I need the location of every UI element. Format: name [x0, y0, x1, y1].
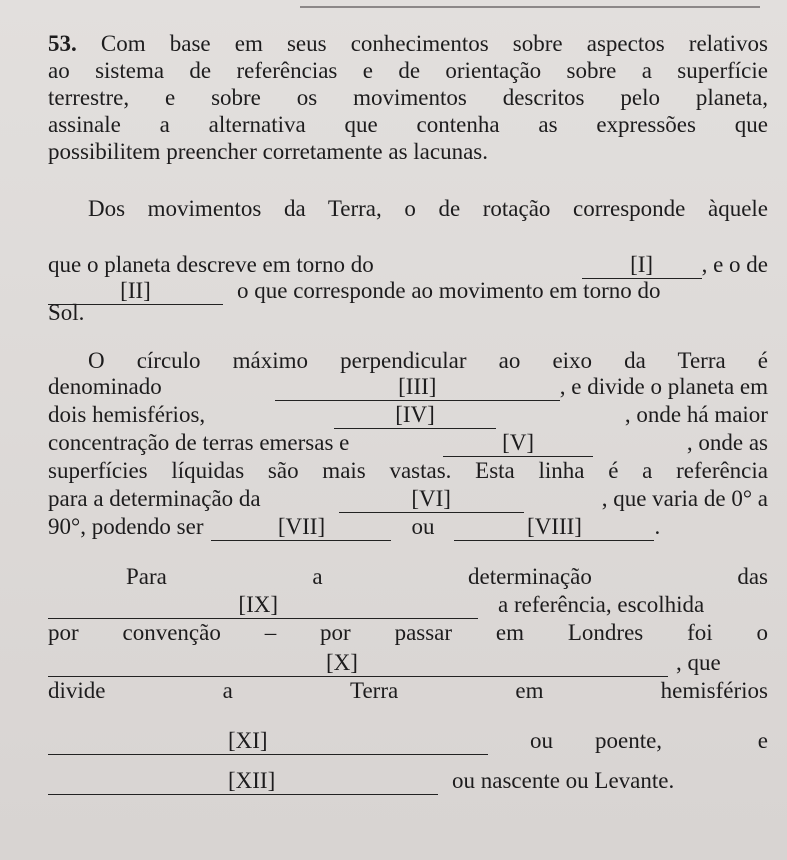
blank-IX — [48, 592, 478, 619]
question-line-4: assinale a alternativa que contenha as expressões que — [48, 112, 768, 137]
p3-line-1b: a — [312, 564, 323, 589]
p3-line-4 — [48, 650, 768, 677]
p3-line-5c: Terra — [350, 678, 399, 703]
blank-II: [II] — [48, 278, 223, 305]
p3-line-1d: das — [737, 564, 768, 589]
blank-IX-label: [IX] — [238, 592, 278, 617]
p3-line-5 — [48, 678, 768, 704]
p2-line-1: O círculo máximo perpendicular ao eixo da Terra é — [88, 348, 768, 373]
p2-line-6 — [48, 486, 768, 513]
p3-line-6c: poente, — [595, 728, 663, 753]
p3-line-1 — [126, 564, 768, 590]
p2-line-5: superfícies líquidas são mais vastas. Esta linha é a referência — [48, 458, 768, 483]
p3-line-1c: determinação — [468, 564, 592, 589]
p2-line-2a: denominado — [48, 374, 162, 399]
p1-line-2a: que o planeta descreve em torno do — [48, 252, 374, 277]
p3-line-5a: divide — [48, 678, 106, 703]
p3-line-7 — [48, 768, 768, 795]
blank-VI: [VI] — [339, 486, 524, 513]
p2-line-4b: , onde as — [686, 430, 768, 455]
p2-line-7c: . — [654, 514, 661, 539]
p3-line-3: por convenção – por passar em Londres foi o — [48, 620, 768, 645]
p1-line-1: Dos movimentos da Terra, o de rotação corresponde àquele — [88, 196, 768, 221]
p3-line-1a: Para — [126, 564, 167, 589]
p2-line-4 — [48, 430, 768, 457]
p3-line-5b: a — [222, 678, 233, 703]
p1-line-2 — [48, 252, 768, 279]
blank-XI-label: [XI] — [228, 728, 268, 753]
p2-line-7b: ou — [411, 514, 435, 539]
p2-line-6b: , que varia de 0° a — [601, 486, 768, 511]
blank-V: [V] — [443, 430, 593, 457]
top-divider — [300, 6, 760, 8]
blank-VII: [VII] — [211, 514, 391, 541]
question-line-3: terrestre, e sobre os movimentos descritos pelo planeta, — [48, 85, 768, 110]
p2-line-3a: dois hemisférios, — [48, 402, 206, 427]
p3-line-2 — [48, 592, 768, 619]
blank-X — [48, 650, 668, 677]
blank-III: [III] — [275, 374, 560, 401]
p2-line-2b: , e divide o planeta em — [559, 374, 768, 399]
question-line-2: ao sistema de referências e de orientação sobre a superfície — [48, 58, 768, 83]
p3-line-5d: em — [515, 678, 544, 703]
question-line-5: possibilitem preencher corretamente as lacunas. — [48, 139, 489, 164]
p3-line-7b: ou nascente ou Levante. — [452, 768, 675, 793]
p2-line-4a: concentração de terras emersas e — [48, 430, 350, 455]
p2-line-7 — [48, 514, 768, 541]
blank-XII — [48, 768, 438, 795]
blank-I: [I] — [582, 252, 702, 279]
p1-line-3b: o que corresponde ao movimento em torno do — [237, 278, 661, 303]
blank-IV: [IV] — [334, 402, 496, 429]
p2-line-6a: para a determinação da — [48, 486, 261, 511]
blank-XII-label: [XII] — [228, 768, 276, 793]
p2-line-3b: , onde há maior — [624, 402, 768, 427]
p1-line-2b: , e o de — [701, 252, 768, 277]
blank-XI — [48, 728, 488, 755]
p1-line-4: Sol. — [48, 300, 85, 325]
p3-line-2b: a referência, escolhida — [498, 592, 705, 617]
p2-line-2 — [48, 374, 768, 401]
blank-X-label: [X] — [326, 650, 358, 675]
p2-line-7a: 90°, podendo ser — [48, 514, 204, 539]
p3-line-6d: e — [757, 728, 768, 753]
p3-line-5e: hemisférios — [660, 678, 768, 703]
question-number: 53. — [48, 31, 77, 56]
p3-line-4b: , que — [676, 650, 721, 675]
question-statement — [48, 30, 768, 165]
p3-line-6 — [48, 728, 768, 755]
p3-line-6b: ou — [530, 728, 553, 753]
question-line-1: Com base em seus conhecimentos sobre aspectos relativos — [100, 31, 769, 56]
blank-VIII: [VIII] — [454, 514, 654, 541]
p2-line-3 — [48, 402, 768, 429]
